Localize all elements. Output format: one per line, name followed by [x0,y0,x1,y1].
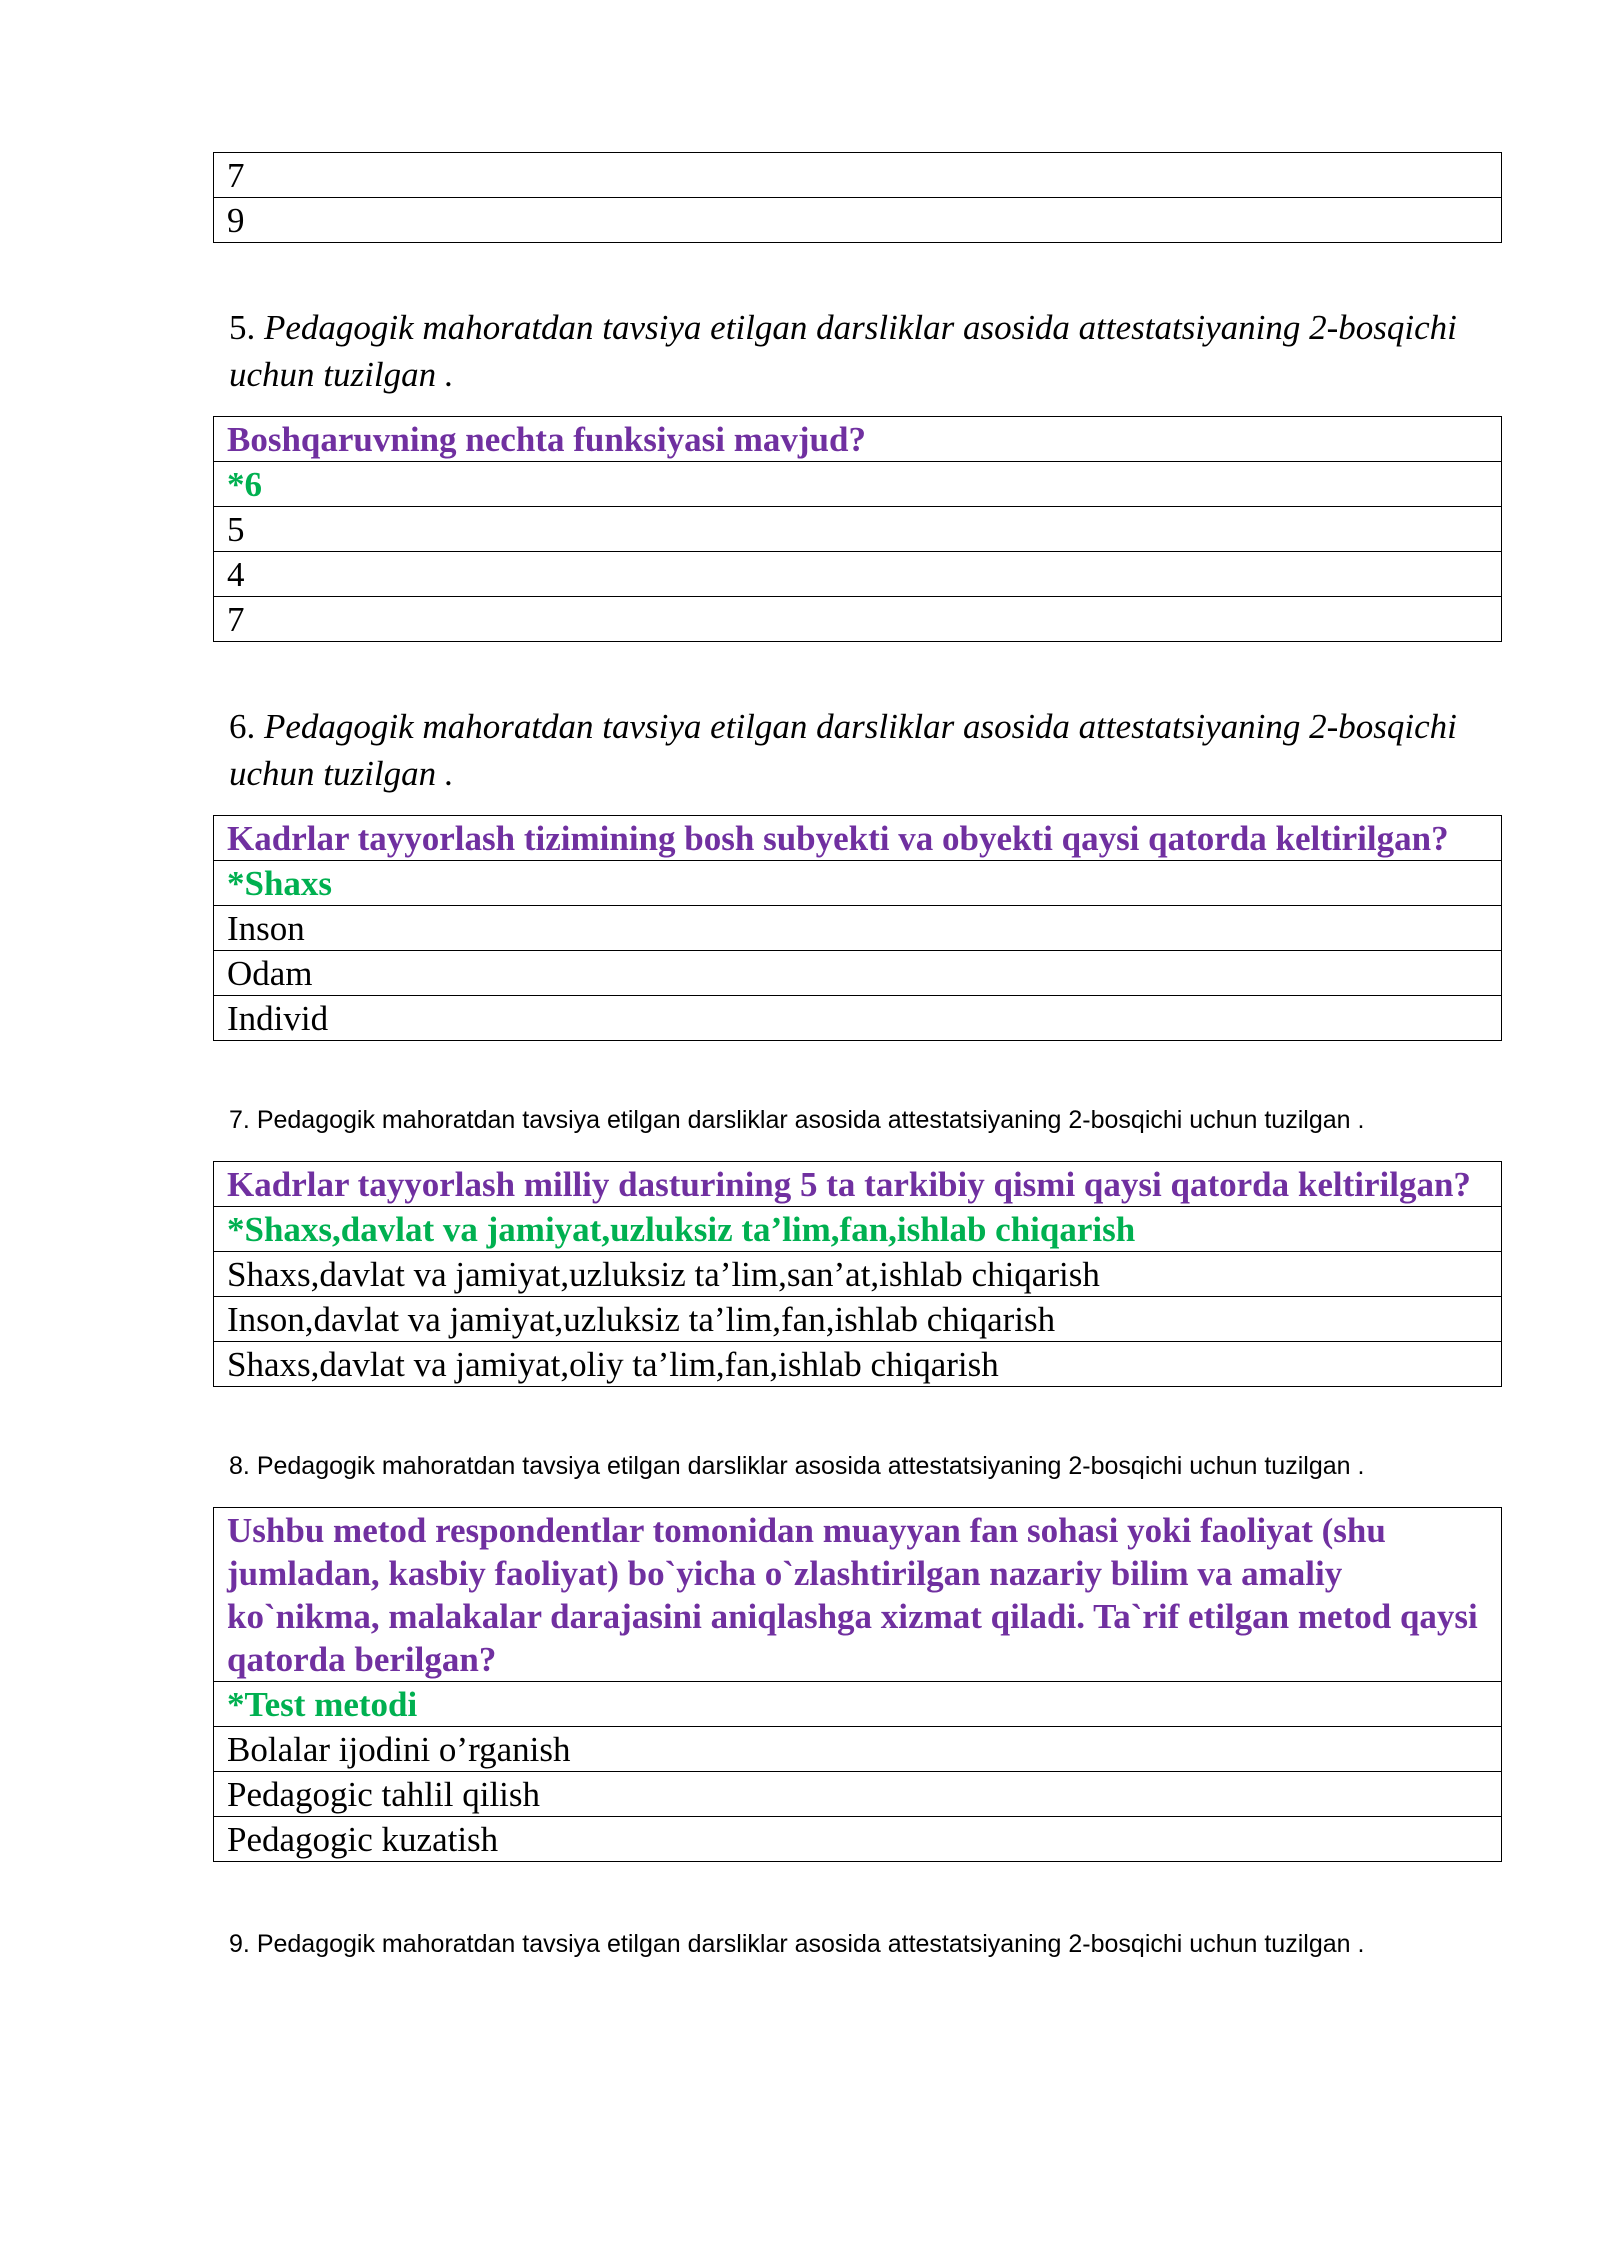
question-text: Kadrlar tayyorlash tizimining bosh subyekti va obyekti qaysi qatorda keltirilgan? [214,816,1502,861]
question-text: Boshqaruvning nechta funksiyasi mavjud? [214,417,1502,462]
answer-option: Bolalar ijodini o’rganish [214,1727,1502,1772]
answer-option: Shaxs,davlat va jamiyat,oliy ta’lim,fan,ishlab chiqarish [214,1342,1502,1387]
table-row [214,1817,1502,1862]
table-row [214,417,1502,462]
correct-answer: *Shaxs,davlat va jamiyat,uzluksiz ta’lim,fan,ishlab chiqarish [214,1207,1502,1252]
correct-answer: *Test metodi [214,1682,1502,1727]
caption-text: Pedagogik mahoratdan tavsiya etilgan darsliklar asosida attestatsiyaning 2-bosqichi uchun tuzilgan . [256,1106,1365,1134]
table-row [214,1297,1502,1342]
table-row [214,996,1502,1041]
correct-answer: *6 [214,462,1502,507]
answer-table-continued [213,152,1502,243]
table-row [214,597,1502,642]
table-row [214,153,1502,198]
caption-text: Pedagogik mahoratdan tavsiya etilgan darsliklar asosida attestatsiyaning 2-bosqichi uchun tuzilgan . [229,707,1457,793]
table-row [214,861,1502,906]
table-row [214,198,1502,243]
answer-option: Pedagogic kuzatish [214,1817,1502,1862]
table-row [214,1727,1502,1772]
table-row [214,507,1502,552]
question-number: 6. [229,707,256,746]
table-row [214,552,1502,597]
caption-text: Pedagogik mahoratdan tavsiya etilgan darsliklar asosida attestatsiyaning 2-bosqichi uchun tuzilgan . [256,1452,1365,1480]
table-row [214,1207,1502,1252]
table-row [214,1682,1502,1727]
question-number: 7. [229,1106,250,1134]
question-caption [213,1104,1502,1136]
table-row [214,906,1502,951]
answer-option: Pedagogic tahlil qilish [214,1772,1502,1817]
question-number: 9. [229,1930,250,1958]
question-caption [213,1450,1502,1482]
caption-text: Pedagogik mahoratdan tavsiya etilgan darsliklar asosida attestatsiyaning 2-bosqichi uchun tuzilgan . [229,308,1457,394]
question-table [213,416,1502,642]
answer-option: 7 [214,153,1502,198]
answer-option: 9 [214,198,1502,243]
answer-option: Inson,davlat va jamiyat,uzluksiz ta’lim,fan,ishlab chiqarish [214,1297,1502,1342]
answer-option: 7 [214,597,1502,642]
answer-option: 5 [214,507,1502,552]
answer-option: Inson [214,906,1502,951]
answer-option: Individ [214,996,1502,1041]
document-page [213,152,1502,1960]
question-table [213,1161,1502,1387]
question-table [213,1507,1502,1862]
table-row [214,1342,1502,1387]
correct-answer: *Shaxs [214,861,1502,906]
question-caption [213,304,1502,398]
question-caption [213,1928,1502,1960]
table-row [214,1772,1502,1817]
answer-option: 4 [214,552,1502,597]
question-text: Kadrlar tayyorlash milliy dasturining 5 ta tarkibiy qismi qaysi qatorda keltirilgan? [214,1162,1502,1207]
table-row [214,462,1502,507]
answer-option: Odam [214,951,1502,996]
question-text: Ushbu metod respondentlar tomonidan muayyan fan sohasi yoki faoliyat (shu jumladan, kasbiy faoliyat) bo`yicha o`zlashtirilgan nazariy bilim va amaliy ko`nikma, malakalar darajasini aniqlashga xizmat qiladi. Ta`rif etilgan metod qaysi qatorda berilgan? [214,1508,1502,1682]
table-row [214,1508,1502,1682]
table-row [214,1162,1502,1207]
table-row [214,816,1502,861]
question-number: 5. [229,308,256,347]
question-number: 8. [229,1452,250,1480]
table-row [214,1252,1502,1297]
question-caption [213,703,1502,797]
table-row [214,951,1502,996]
caption-text: Pedagogik mahoratdan tavsiya etilgan darsliklar asosida attestatsiyaning 2-bosqichi uchun tuzilgan . [256,1930,1365,1958]
answer-option: Shaxs,davlat va jamiyat,uzluksiz ta’lim,san’at,ishlab chiqarish [214,1252,1502,1297]
question-table [213,815,1502,1041]
